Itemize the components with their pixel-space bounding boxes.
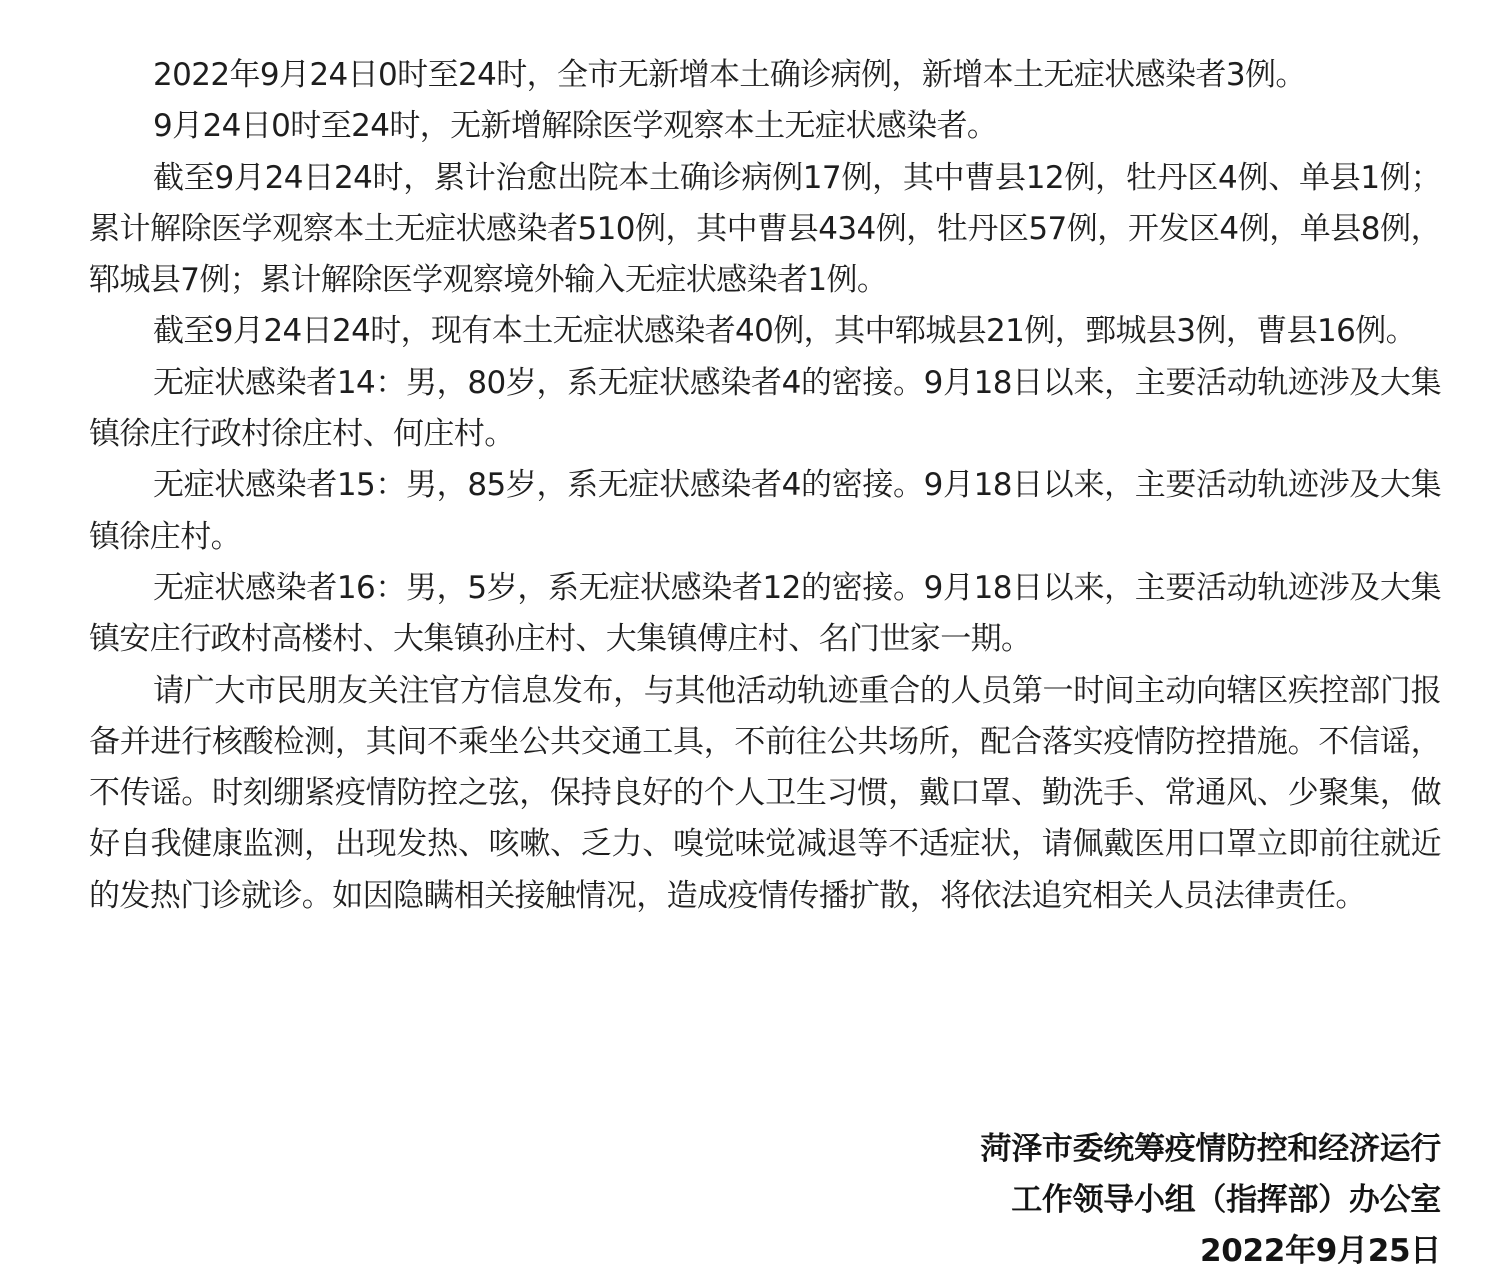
paragraph-case-14: 无症状感染者14：男，80岁，系无症状感染者4的密接。9月18日以来，主要活动轨迹涉及大集镇徐庄行政村徐庄村、何庄村。 [89,364,1441,453]
issuer-line-2: 工作领导小组（指挥部）办公室 [1011,1182,1441,1218]
paragraph-current-cases: 截至9月24日24时，现有本土无症状感染者40例，其中郓城县21例，鄄城县3例，曹县16例。 [153,313,1417,350]
paragraph-released-observation: 9月24日0时至24时，无新增解除医学观察本土无症状感染者。 [153,108,998,145]
paragraph-cumulative-recovered: 截至9月24日24时，累计治愈出院本土确诊病例17例，其中曹县12例，牡丹区4例、单县1例；累计解除医学观察本土无症状感染者510例，其中曹县434例，牡丹区57例，开发区4例，单县8例，郓城县7例；累计解除医学观察境外输入无症状感染者1例。 [89,159,1441,299]
issuer-line-1: 菏泽市委统筹疫情防控和经济运行 [980,1131,1441,1167]
paragraph-public-advisory: 请广大市民朋友关注官方信息发布，与其他活动轨迹重合的人员第一时间主动向辖区疾控部门报备并进行核酸检测，其间不乘坐公共交通工具，不前往公共场所，配合落实疫情防控措施。不信谣，不传谣。时刻绷紧疫情防控之弦，保持良好的个人卫生习惯，戴口罩、勤洗手、常通风、少聚集，做好自我健康监测，出现发热、咳嗽、乏力、嗅觉味觉减退等不适症状，请佩戴医用口罩立即前往就近的发热门诊就诊。如因隐瞒相关接触情况，造成疫情传播扩散，将依法追究相关人员法律责任。 [89,672,1441,914]
paragraph-case-15: 无症状感染者15：男，85岁，系无症状感染者4的密接。9月18日以来，主要活动轨迹涉及大集镇徐庄村。 [89,467,1441,555]
notice-body [89,50,1441,922]
paragraph-daily-summary: 2022年9月24日0时至24时，全市无新增本土确诊病例，新增本土无症状感染者3例。 [153,57,1306,93]
paragraph-case-16: 无症状感染者16：男，5岁，系无症状感染者12的密接。9月18日以来，主要活动轨迹涉及大集镇安庄行政村高楼村、大集镇孙庄村、大集镇傅庄村、名门世家一期。 [89,569,1441,658]
issue-date: 2022年9月25日 [1200,1233,1441,1269]
signature-block [981,1124,1442,1277]
